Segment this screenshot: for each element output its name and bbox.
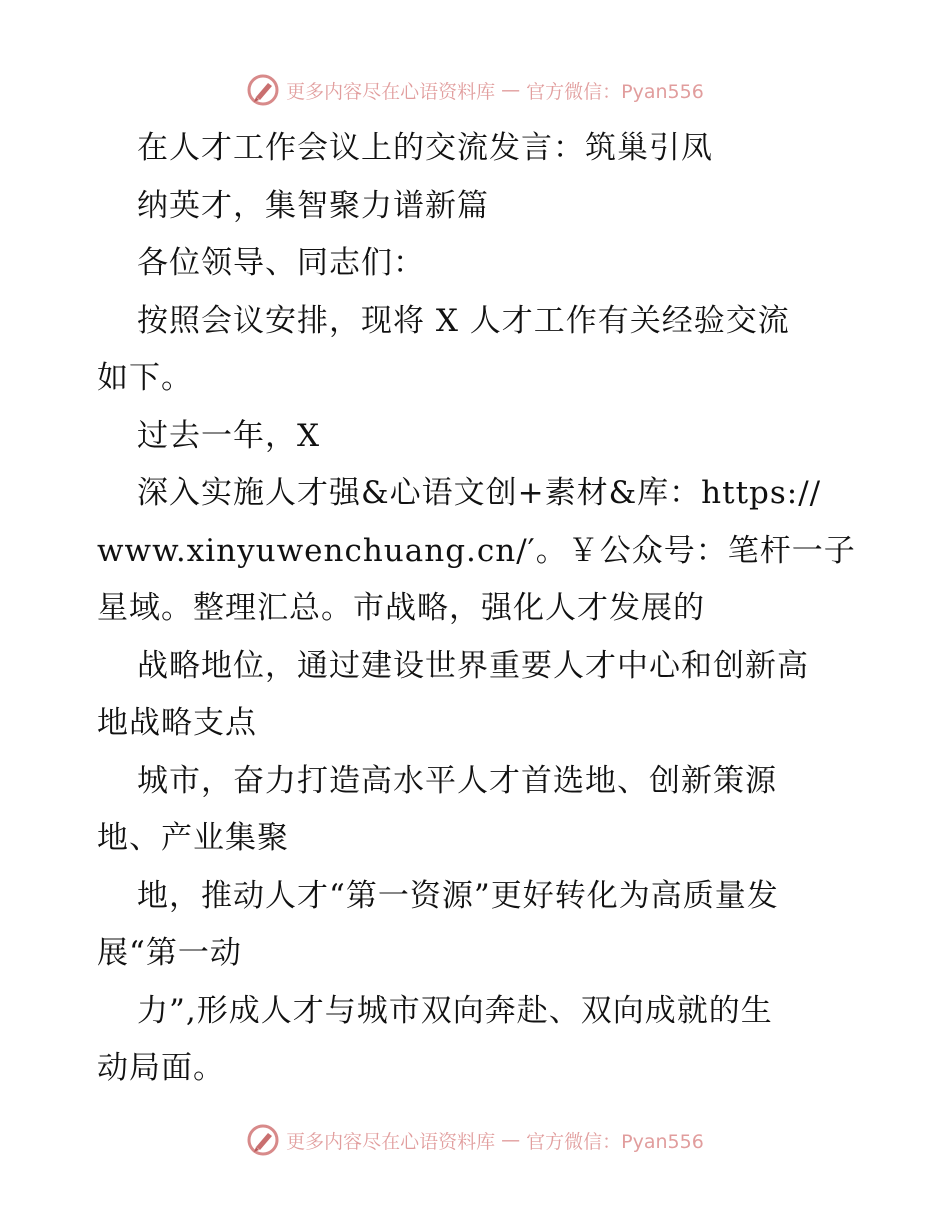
header-watermark <box>0 70 950 110</box>
text-line: 纳英才，集智聚力谱新篇 <box>137 187 489 224</box>
watermark-wechat-text: 官方微信：Pyan556 <box>526 80 704 103</box>
footer-watermark <box>0 1120 950 1160</box>
watermark-site-text: 更多内容尽在心语资料库 <box>286 1130 496 1153</box>
text-line: 地、产业集聚 <box>97 820 289 856</box>
watermark-separator: — <box>501 79 521 101</box>
watermark-wechat-text: 官方微信：Pyan556 <box>526 1130 704 1153</box>
watermark-separator: — <box>501 1129 521 1151</box>
pen-logo-icon <box>246 73 280 107</box>
text-line: 力”,形成人才与城市双向奔赴、双向成就的生 <box>137 992 773 1029</box>
text-line: 如下。 <box>97 360 193 396</box>
text-line: 地战略支点 <box>97 705 257 741</box>
text-line: 战略地位，通过建设世界重要人才中心和创新高 <box>137 647 809 684</box>
text-line: 星域。整理汇总。市战略，强化人才发展的 <box>97 590 705 626</box>
text-line: 在人才工作会议上的交流发言：筑巢引凤 <box>137 130 713 166</box>
text-line: 过去一年，X <box>137 417 321 454</box>
text-line: 动局面。 <box>97 1050 225 1086</box>
text-line: 深入实施人才强&心语文创+素材&库：https:// <box>137 475 822 511</box>
watermark-site-text: 更多内容尽在心语资料库 <box>286 80 496 103</box>
text-line: 地，推动人才“第一资源”更好转化为高质量发 <box>137 877 779 914</box>
text-line: 各位领导、同志们： <box>137 245 425 281</box>
text-line: 展“第一动 <box>97 935 242 971</box>
text-line: www.xinyuwenchuang.cn/′。￥公众号：笔杆一子 <box>97 532 856 569</box>
pen-logo-icon <box>246 1123 280 1157</box>
text-line: 按照会议安排，现将 X 人才工作有关经验交流 <box>137 302 790 339</box>
text-line: 城市，奋力打造高水平人才首选地、创新策源 <box>137 762 777 799</box>
document-body <box>97 120 857 1098</box>
